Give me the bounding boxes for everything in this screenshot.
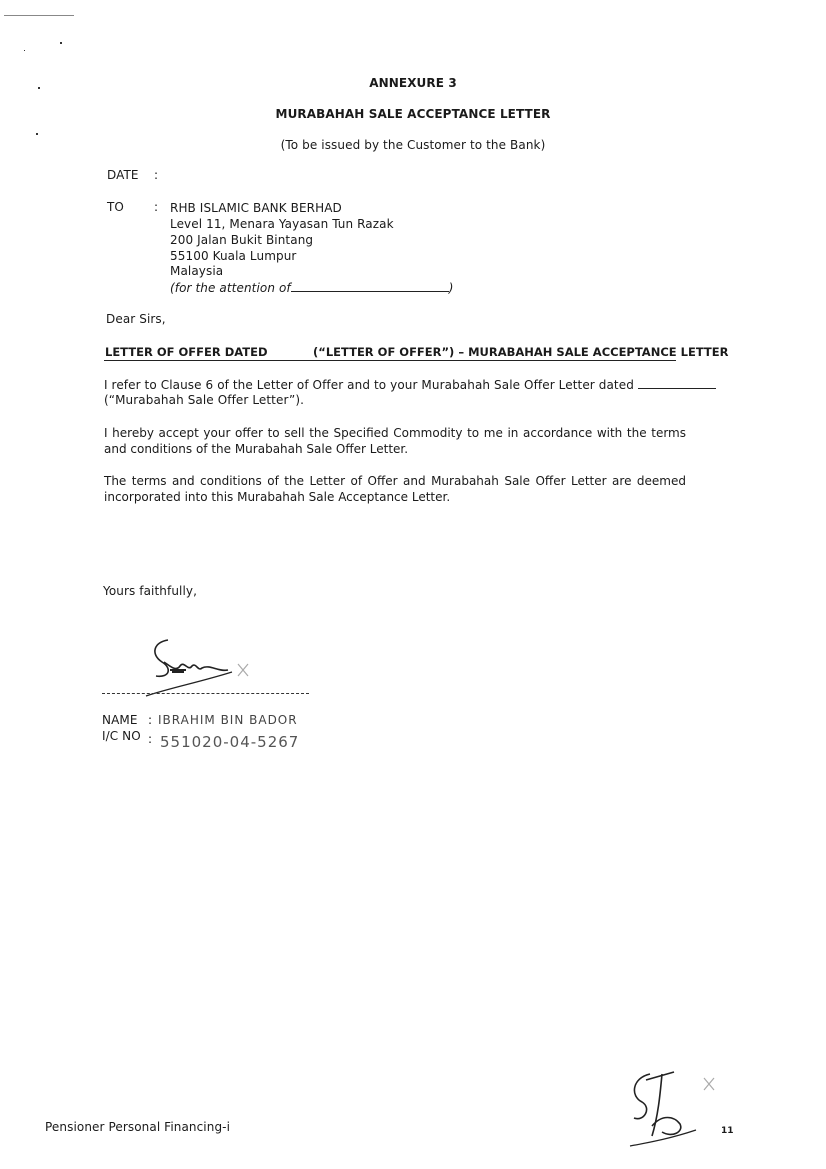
address-line-2: Level 11, Menara Yayasan Tun Razak — [170, 217, 394, 231]
subject-right: (“LETTER OF OFFER”) – MURABAHAH SALE ACCEPTANCE LETTER — [313, 345, 729, 359]
to-label: TO — [107, 200, 124, 214]
salutation: Dear Sirs, — [106, 312, 166, 326]
name-separator: : — [148, 713, 153, 727]
footer-product-name: Pensioner Personal Financing-i — [45, 1120, 231, 1134]
attention-suffix: ) — [448, 281, 454, 295]
address-line-1: RHB ISLAMIC BANK BERHAD — [170, 201, 342, 215]
paragraph-1-text: I refer to Clause 6 of the Letter of Offer and to your Murabahah Sale Offer Letter dated — [104, 378, 634, 392]
attention-prefix: (for the attention of — [170, 281, 291, 295]
paragraph-3: The terms and conditions of the Letter of Offer and Murabahah Sale Offer Letter are deemed incorporated into this Murabahah Sale Acceptance Letter. — [104, 474, 686, 504]
ic-separator: : — [148, 732, 153, 746]
ic-value: 551020-04-5267 — [160, 733, 300, 751]
signature-line — [102, 693, 309, 694]
letter-title: MURABAHAH SALE ACCEPTANCE LETTER — [275, 107, 551, 121]
attention-blank — [291, 280, 449, 292]
scan-mark — [4, 15, 74, 16]
initials-scribble — [622, 1066, 722, 1150]
subject-underline — [104, 360, 676, 361]
page-number: 11 — [721, 1126, 734, 1136]
name-label: NAME — [102, 713, 138, 727]
closing: Yours faithfully, — [103, 584, 198, 598]
offer-date-blank — [638, 377, 716, 389]
address-line-3: 200 Jalan Bukit Bintang — [170, 233, 314, 247]
date-separator: : — [154, 168, 159, 182]
paragraph-1-line-2: (“Murabahah Sale Offer Letter”). — [104, 393, 305, 407]
annexure-heading: ANNEXURE 3 — [369, 76, 457, 90]
to-separator: : — [154, 200, 159, 214]
date-label: DATE — [107, 168, 139, 182]
name-value: IBRAHIM BIN BADOR — [158, 713, 298, 727]
scan-speck — [36, 133, 38, 135]
attention-line — [170, 280, 454, 295]
address-line-5: Malaysia — [170, 264, 224, 278]
letter-subtitle: (To be issued by the Customer to the Bank) — [280, 138, 546, 152]
address-line-4: 55100 Kuala Lumpur — [170, 249, 297, 263]
scan-speck — [60, 42, 62, 44]
scan-speck — [24, 50, 25, 51]
ic-label: I/C NO — [102, 729, 141, 743]
paragraph-1-line-1 — [104, 377, 716, 392]
paragraph-2: I hereby accept your offer to sell the Specified Commodity to me in accordance with the terms and conditions of the Murabahah Sale Offer Letter. — [104, 426, 686, 456]
subject-left: LETTER OF OFFER DATED — [105, 345, 268, 359]
